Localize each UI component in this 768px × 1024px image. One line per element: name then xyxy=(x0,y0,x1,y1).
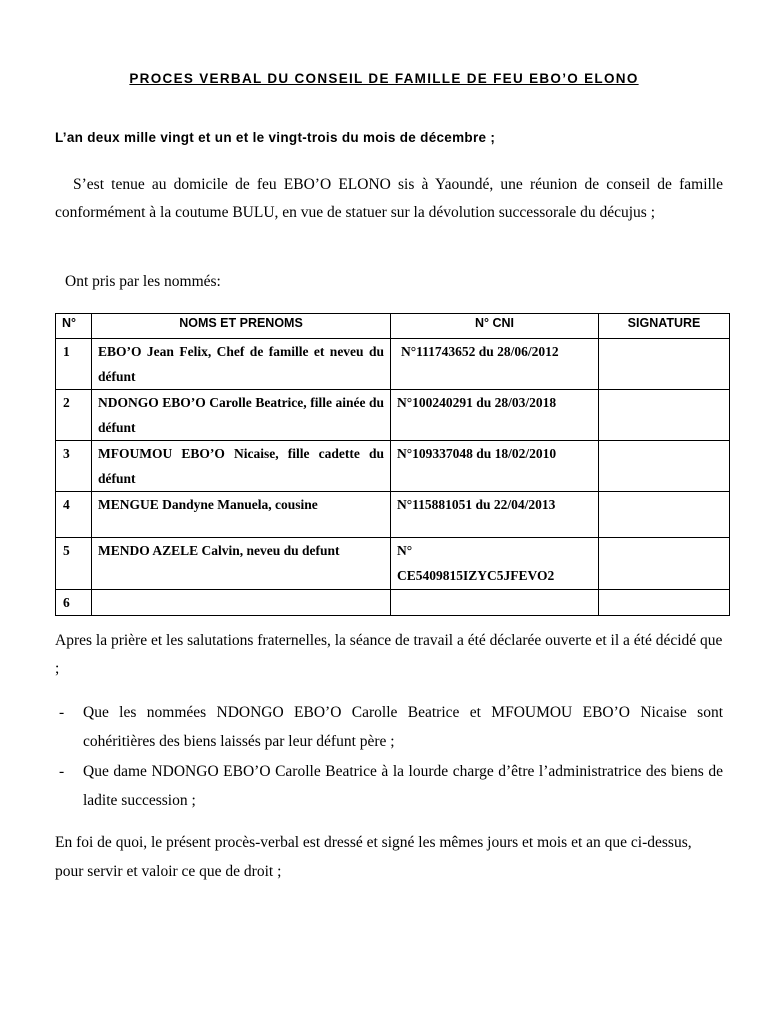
document-title: PROCES VERBAL DU CONSEIL DE FAMILLE DE FEU EBO’O ELONO xyxy=(129,71,639,86)
row-cni-line2: CE5409815IZYC5JFEVO2 xyxy=(397,568,555,583)
row-cni xyxy=(391,590,599,616)
participants-intro: Ont pris par les nommés: xyxy=(65,273,221,290)
decision-list xyxy=(55,698,723,815)
intro-paragraph-text: S’est tenue au domicile de feu EBO’O ELONO sis à Yaoundé, une réunion de conseil de famille conformément à la coutume BULU, en vue de statuer sur la dévolution successorale du décujus ; xyxy=(55,176,723,221)
row-number: 1 xyxy=(56,339,92,390)
row-signature xyxy=(599,590,730,616)
decision-text: Que les nommées NDONGO EBO’O Carolle Beatrice et MFOUMOU EBO’O Nicaise sont cohéritières des biens laissés par leur défunt père ; xyxy=(83,704,723,750)
row-cni: N°115881051 du 22/04/2013 xyxy=(391,492,599,538)
header-cni: N° CNI xyxy=(391,314,599,339)
row-number: 4 xyxy=(56,492,92,538)
decision-text: Que dame NDONGO EBO’O Carolle Beatrice à la lourde charge d’être l’administratrice des biens de ladite succession ; xyxy=(83,763,723,809)
row-name: MFOUMOU EBO’O Nicaise, fille cadette du défunt xyxy=(92,441,391,492)
table-row xyxy=(56,492,730,538)
row-signature xyxy=(599,538,730,590)
header-names: NOMS ET PRENOMS xyxy=(92,314,391,339)
row-name xyxy=(92,590,391,616)
row-name: NDONGO EBO’O Carolle Beatrice, fille ainée du défunt xyxy=(92,390,391,441)
row-signature xyxy=(599,339,730,390)
row-number: 5 xyxy=(56,538,92,590)
row-name: EBO’O Jean Felix, Chef de famille et neveu du défunt xyxy=(92,339,391,390)
row-cni-line1: N° xyxy=(397,543,413,558)
row-name: MENDO AZELE Calvin, neveu du defunt xyxy=(92,538,391,590)
row-cni: N°100240291 du 28/03/2018 xyxy=(391,390,599,441)
table-row xyxy=(56,390,730,441)
table-row xyxy=(56,538,730,590)
row-signature xyxy=(599,492,730,538)
table-header-row xyxy=(56,314,730,339)
table-row xyxy=(56,590,730,616)
row-cni xyxy=(391,538,599,590)
row-number: 6 xyxy=(56,590,92,616)
row-cni: N°109337048 du 18/02/2010 xyxy=(391,441,599,492)
bullet-dash: - xyxy=(59,763,65,780)
row-cni: N°111743652 du 28/06/2012 xyxy=(391,339,599,390)
row-number: 3 xyxy=(56,441,92,492)
closing-paragraph: En foi de quoi, le présent procès-verbal est dressé et signé les mêmes jours et mois et an que ci-dessus, pour servir et valoir ce que de droit ; xyxy=(55,834,692,880)
decision-item xyxy=(55,757,723,815)
row-signature xyxy=(599,390,730,441)
table-row xyxy=(56,441,730,492)
row-signature xyxy=(599,441,730,492)
decision-item xyxy=(55,698,723,756)
header-number: N° xyxy=(56,314,92,339)
row-number: 2 xyxy=(56,390,92,441)
date-line: L’an deux mille vingt et un et le vingt-trois du mois de décembre ; xyxy=(55,130,496,145)
participants-table xyxy=(55,313,730,616)
after-paragraph: Apres la prière et les salutations fraternelles, la séance de travail a été déclarée ouverte et il a été décidé que ; xyxy=(55,632,723,677)
intro-paragraph xyxy=(55,171,723,227)
table-row xyxy=(56,339,730,390)
bullet-dash: - xyxy=(59,704,65,721)
row-name: MENGUE Dandyne Manuela, cousine xyxy=(92,492,391,538)
header-signature: SIGNATURE xyxy=(599,314,730,339)
